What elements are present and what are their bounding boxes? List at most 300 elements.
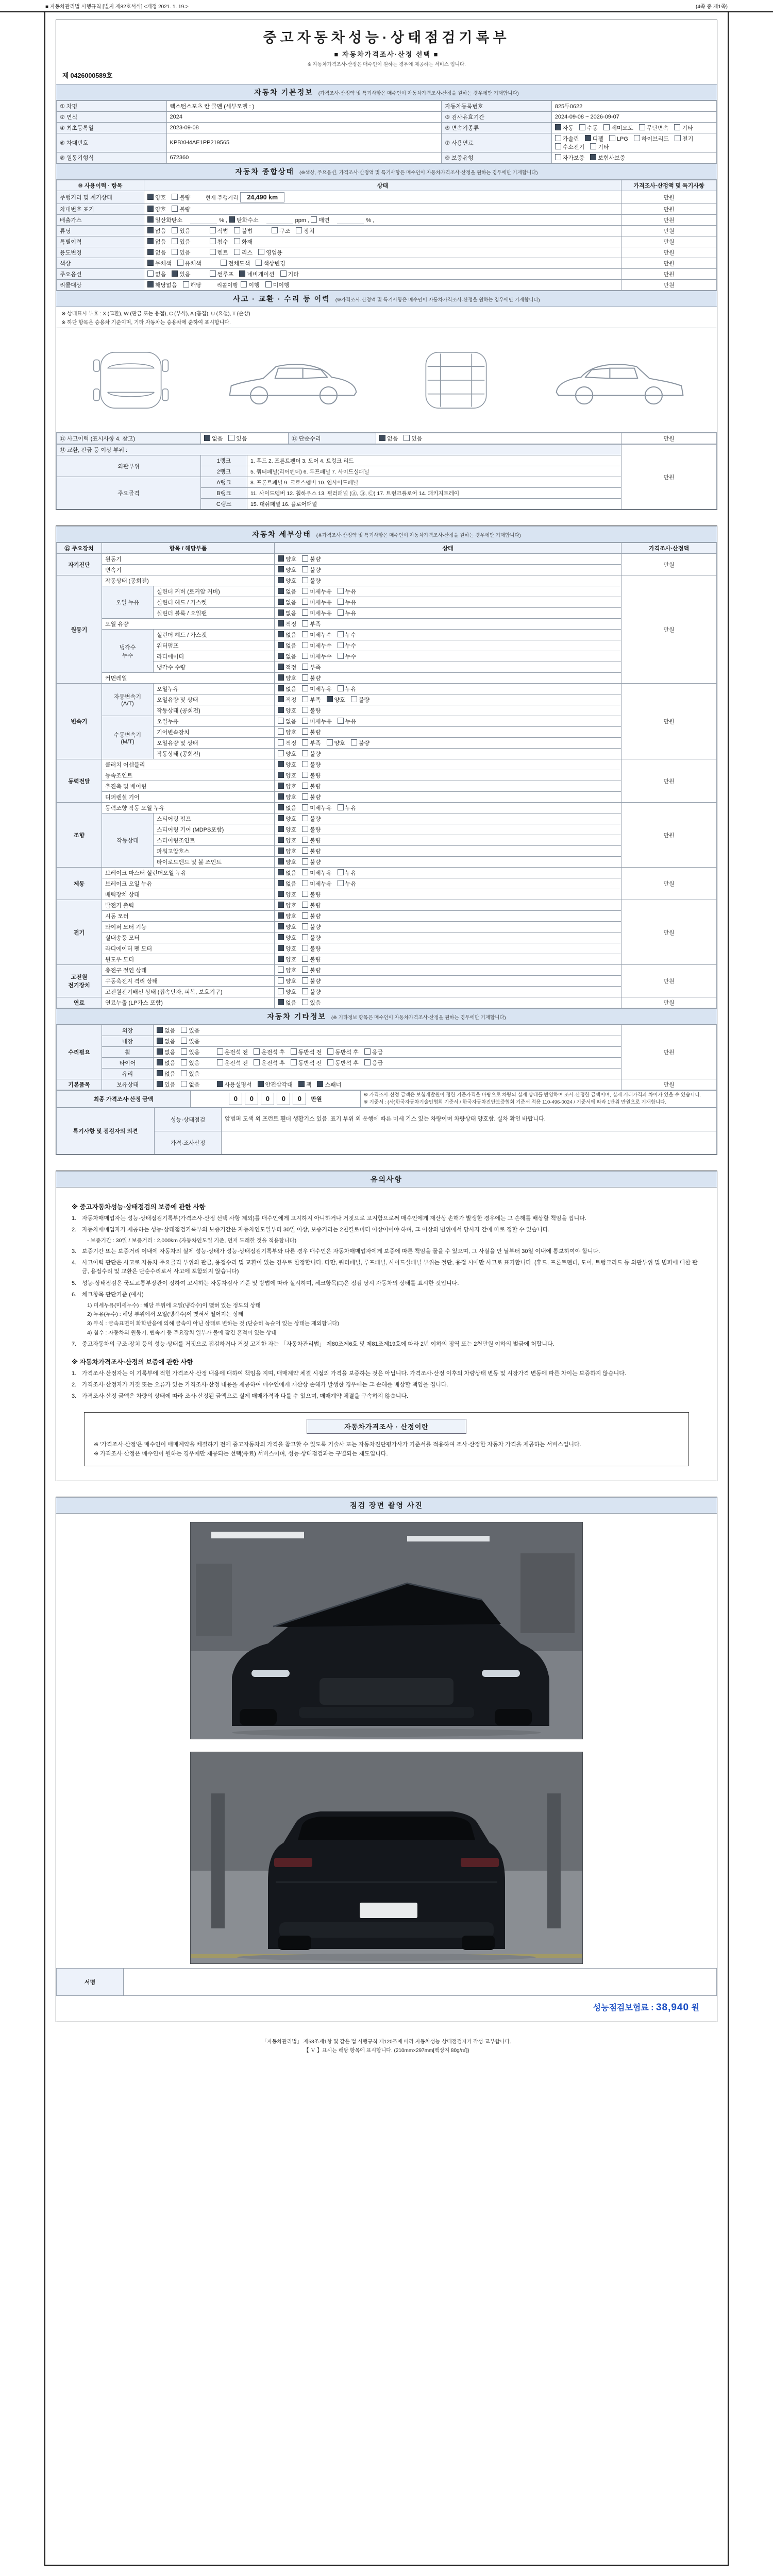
checkbox-checked[interactable] xyxy=(278,696,296,704)
checkbox-checked[interactable] xyxy=(278,706,296,715)
checkbox-label: 불량 xyxy=(310,762,321,768)
checkbox-checked[interactable] xyxy=(229,216,259,224)
checkbox-unchecked[interactable] xyxy=(302,739,321,747)
checkbox-unchecked[interactable] xyxy=(234,227,253,235)
checkbox-unchecked[interactable] xyxy=(338,804,356,812)
checkbox-unchecked[interactable] xyxy=(302,858,321,866)
checkbox-checked[interactable] xyxy=(157,1026,175,1035)
field-checks[interactable] xyxy=(275,759,621,770)
field-checks[interactable] xyxy=(275,803,621,814)
checkbox-label: 있음 xyxy=(189,1060,200,1066)
table-row xyxy=(57,608,717,619)
field-checks[interactable] xyxy=(144,258,621,269)
field-checks[interactable] xyxy=(275,943,621,954)
checkbox-checked[interactable] xyxy=(147,193,166,201)
checkbox-unchecked[interactable] xyxy=(221,259,250,267)
checkbox-checked[interactable] xyxy=(278,793,296,801)
checkbox-unchecked[interactable] xyxy=(351,696,369,704)
checkbox-unchecked[interactable] xyxy=(639,124,669,132)
notice-item-text: 사고이력 판단은 사고로 자동차 주요골격 부위의 판금, 용접수리 및 교환이 있는 경우로 한정합니다. 다만, 쿼터패널, 루프패널, 사이드실패널 부위는 절단, 용접 시에만 사고로 표기합니다. (후드, 프론트펜더, 도어, 트렁크리드 등 외판부위 및 범퍼에 대한 판금, 용접수리 및 교환은 단순수리로서 사고에 포함되지 않습니다) xyxy=(82,1260,698,1275)
checkbox-unchecked[interactable] xyxy=(302,923,321,931)
checkbox-icon xyxy=(278,674,284,681)
field-checks[interactable] xyxy=(275,662,621,673)
checkbox-unchecked[interactable] xyxy=(302,793,321,801)
checkbox-checked[interactable] xyxy=(278,652,296,660)
checkbox-unchecked[interactable] xyxy=(258,248,282,257)
checkbox-unchecked[interactable] xyxy=(181,1026,199,1035)
field-checks[interactable] xyxy=(201,433,289,444)
checkbox-unchecked[interactable] xyxy=(147,270,166,278)
checkbox-unchecked[interactable] xyxy=(210,270,234,278)
checkbox-icon xyxy=(302,923,308,929)
doc-no-prefix: 제 xyxy=(62,72,69,79)
checkbox-checked[interactable] xyxy=(278,879,296,888)
checkbox-label: 불량 xyxy=(310,556,321,563)
checkbox-label: 누유 xyxy=(345,805,357,811)
checkbox-unchecked[interactable] xyxy=(302,998,321,1007)
checkbox-label: 적법 xyxy=(217,228,228,234)
field-checks[interactable] xyxy=(275,673,621,684)
checkbox-unchecked[interactable] xyxy=(603,124,633,132)
checkbox-checked[interactable] xyxy=(147,248,166,257)
checkbox-checked[interactable] xyxy=(217,1080,252,1089)
checkbox-label: 양호 xyxy=(285,968,297,974)
checkbox-label: 미세누유 xyxy=(310,881,332,887)
rank-items: 11. 사이드멤버 12. 휠하우스 13. 필러패널 (Ⓐ, Ⓑ, Ⓒ) 17. 트렁크플로어 14. 패키지트레이 xyxy=(247,488,621,499)
checkbox-checked[interactable] xyxy=(278,771,296,779)
checkbox-checked[interactable] xyxy=(278,901,296,909)
checkbox-unchecked[interactable] xyxy=(338,631,356,639)
checkbox-icon xyxy=(327,1059,333,1065)
checkbox-checked[interactable] xyxy=(298,1080,312,1089)
field-checks[interactable] xyxy=(154,1047,621,1058)
price-digit: 0 xyxy=(229,1093,242,1105)
checkbox-checked[interactable] xyxy=(147,238,166,246)
table-row xyxy=(57,749,717,759)
checkbox-unchecked[interactable] xyxy=(302,825,321,834)
field-checks[interactable] xyxy=(275,889,621,900)
notice-item-number: 3. xyxy=(72,1393,77,1399)
checkbox-unchecked[interactable] xyxy=(404,434,422,443)
checkbox-unchecked[interactable] xyxy=(302,944,321,953)
checkbox-unchecked[interactable] xyxy=(338,587,356,596)
field-checks[interactable] xyxy=(551,133,716,152)
signature-field[interactable] xyxy=(124,1969,717,1996)
checkbox-checked[interactable] xyxy=(278,685,296,693)
checkbox-checked[interactable] xyxy=(278,825,296,834)
field-label: ⑭ 교환, 판금 등 이상 부위 : xyxy=(57,445,621,455)
checkbox-unchecked[interactable] xyxy=(579,124,598,132)
field-checks[interactable] xyxy=(275,705,621,716)
insurance-fee-value: 38,940 xyxy=(656,2002,690,2013)
checkbox-unchecked[interactable] xyxy=(302,977,321,985)
checkbox-label: 없음 xyxy=(155,250,166,256)
checkbox-unchecked[interactable] xyxy=(302,815,321,823)
checkbox-checked[interactable] xyxy=(157,1037,175,1045)
field-checks[interactable] xyxy=(376,433,621,444)
checkbox-unchecked[interactable] xyxy=(338,879,356,888)
column-header-state: 상태 xyxy=(144,180,621,191)
checkbox-unchecked[interactable] xyxy=(302,890,321,899)
checkbox-unchecked[interactable] xyxy=(254,1059,285,1067)
checkbox-unchecked[interactable] xyxy=(302,869,332,877)
checkbox-unchecked[interactable] xyxy=(278,966,296,974)
checkbox-checked[interactable] xyxy=(147,281,177,289)
checkbox-unchecked[interactable] xyxy=(302,566,321,574)
final-price-note xyxy=(361,1091,717,1108)
field-checks[interactable] xyxy=(144,280,621,291)
checkbox-unchecked[interactable] xyxy=(278,728,296,736)
field-checks[interactable] xyxy=(154,1025,621,1036)
field-checks[interactable] xyxy=(275,954,621,965)
checkbox-icon xyxy=(302,848,308,854)
checkbox-unchecked[interactable] xyxy=(302,782,321,790)
checkbox-unchecked[interactable] xyxy=(302,934,321,942)
checkbox-checked[interactable] xyxy=(278,804,296,812)
checkbox-checked[interactable] xyxy=(278,858,296,866)
checkbox-unchecked[interactable] xyxy=(210,238,228,246)
checkbox-unchecked[interactable] xyxy=(302,641,332,650)
field-checks[interactable] xyxy=(275,640,621,651)
checkbox-label: 썬루프 xyxy=(217,272,234,278)
checkbox-unchecked[interactable] xyxy=(338,717,356,725)
checkbox-unchecked[interactable] xyxy=(338,598,356,606)
legend-line-1: ※ 상태표시 부호 : X (교환), W (판금 또는 용접), C (부식), A (흠집), U (요철), T (손상) xyxy=(61,311,250,317)
checkbox-checked[interactable] xyxy=(585,134,603,143)
field-checks[interactable] xyxy=(275,900,621,911)
checkbox-checked[interactable] xyxy=(204,434,223,443)
checkbox-checked[interactable] xyxy=(157,1048,175,1056)
field-checks[interactable] xyxy=(275,727,621,738)
checkbox-unchecked[interactable] xyxy=(634,134,669,143)
checkbox-unchecked[interactable] xyxy=(302,598,332,606)
checkbox-unchecked[interactable] xyxy=(302,631,332,639)
field-checks[interactable] xyxy=(144,215,621,226)
checkbox-unchecked[interactable] xyxy=(234,238,253,246)
checkbox-unchecked[interactable] xyxy=(296,227,314,235)
checkbox-unchecked[interactable] xyxy=(241,281,259,289)
checkbox-unchecked[interactable] xyxy=(302,955,321,963)
checkbox-label: 잭 xyxy=(306,1082,312,1088)
field-checks[interactable] xyxy=(275,781,621,792)
field-checks[interactable] xyxy=(275,694,621,705)
checkbox-icon xyxy=(302,620,308,626)
checkbox-unchecked[interactable] xyxy=(302,771,321,779)
checkbox-unchecked[interactable] xyxy=(302,804,332,812)
checkbox-unchecked[interactable] xyxy=(302,966,321,974)
field-checks[interactable] xyxy=(275,565,621,575)
checkbox-unchecked[interactable] xyxy=(172,205,190,213)
emission-value-field[interactable] xyxy=(190,217,217,224)
checkbox-checked[interactable] xyxy=(278,663,296,671)
checkbox-unchecked[interactable] xyxy=(278,750,296,758)
field-label: 튜닝 xyxy=(57,226,144,236)
checkbox-unchecked[interactable] xyxy=(256,259,285,267)
checkbox-checked[interactable] xyxy=(157,1059,175,1067)
checkbox-unchecked[interactable] xyxy=(338,652,356,660)
field-checks[interactable] xyxy=(275,630,621,640)
checkbox-unchecked[interactable] xyxy=(172,238,190,246)
checkbox-label: 양호 xyxy=(285,751,297,757)
rank-label: C랭크 xyxy=(201,499,247,510)
checkbox-label: 세미오토 xyxy=(611,125,633,131)
checkbox-checked[interactable] xyxy=(147,216,182,224)
checkbox-unchecked[interactable] xyxy=(272,227,290,235)
checkbox-checked[interactable] xyxy=(278,998,296,1007)
checkbox-label: 전기 xyxy=(682,136,694,142)
checkbox-checked[interactable] xyxy=(258,1080,293,1089)
field-checks[interactable] xyxy=(275,575,621,586)
field-checks[interactable] xyxy=(275,835,621,846)
checkbox-unchecked[interactable] xyxy=(177,259,201,267)
checkbox-unchecked[interactable] xyxy=(302,988,321,996)
checkbox-checked[interactable] xyxy=(172,270,190,278)
checkbox-unchecked[interactable] xyxy=(338,869,356,877)
field-label: ⑦ 사용연료 xyxy=(442,133,552,152)
field-checks[interactable] xyxy=(275,554,621,565)
field-checks[interactable] xyxy=(144,204,621,215)
checkbox-checked[interactable] xyxy=(239,270,274,278)
checkbox-checked[interactable] xyxy=(278,944,296,953)
field-checks[interactable] xyxy=(275,911,621,922)
field-checks[interactable] xyxy=(275,997,621,1008)
checkbox-unchecked[interactable] xyxy=(278,988,296,996)
field-checks[interactable] xyxy=(275,749,621,759)
field-checks[interactable] xyxy=(275,651,621,662)
field-checks[interactable] xyxy=(144,247,621,258)
checkbox-checked[interactable] xyxy=(278,641,296,650)
checkbox-unchecked[interactable] xyxy=(302,706,321,715)
checkbox-unchecked[interactable] xyxy=(327,739,345,747)
checkbox-unchecked[interactable] xyxy=(302,847,321,855)
field-checks[interactable] xyxy=(551,123,716,133)
checkbox-unchecked[interactable] xyxy=(675,134,693,143)
checkbox-unchecked[interactable] xyxy=(302,652,332,660)
checkbox-unchecked[interactable] xyxy=(210,227,228,235)
item-label: 와이퍼 모터 기능 xyxy=(102,922,275,933)
checkbox-checked[interactable] xyxy=(278,555,296,563)
checkbox-unchecked[interactable] xyxy=(302,696,321,704)
checkbox-checked[interactable] xyxy=(278,782,296,790)
checkbox-unchecked[interactable] xyxy=(364,1059,383,1067)
checkbox-checked[interactable] xyxy=(278,955,296,963)
checkbox-unchecked[interactable] xyxy=(338,685,356,693)
checkbox-unchecked[interactable] xyxy=(302,901,321,909)
checkbox-unchecked[interactable] xyxy=(172,193,190,201)
field-checks[interactable] xyxy=(275,987,621,997)
checkbox-checked[interactable] xyxy=(147,259,172,267)
checkbox-checked[interactable] xyxy=(278,836,296,844)
inspector-opinion-section xyxy=(56,1108,717,1155)
checkbox-checked[interactable] xyxy=(379,434,398,443)
checkbox-checked[interactable] xyxy=(157,1070,175,1078)
checkbox-unchecked[interactable] xyxy=(302,912,321,920)
checkbox-unchecked[interactable] xyxy=(302,609,332,617)
checkbox-unchecked[interactable] xyxy=(278,717,296,725)
emission-value-field[interactable] xyxy=(337,217,364,224)
checkbox-unchecked[interactable] xyxy=(302,717,332,725)
checkbox-unchecked[interactable] xyxy=(181,1048,199,1056)
checkbox-label: 응급 xyxy=(372,1049,383,1056)
field-checks[interactable] xyxy=(275,933,621,943)
checkbox-checked[interactable] xyxy=(555,124,574,132)
field-checks[interactable] xyxy=(144,236,621,247)
field-checks[interactable] xyxy=(275,597,621,608)
checkbox-unchecked[interactable] xyxy=(291,1059,322,1067)
checkbox-label: 미세누유 xyxy=(310,589,332,595)
field-checks[interactable] xyxy=(275,792,621,803)
checkbox-icon xyxy=(609,135,615,141)
field-checks[interactable] xyxy=(275,922,621,933)
checkbox-unchecked[interactable] xyxy=(183,281,201,289)
checkbox-icon xyxy=(278,793,284,800)
checkbox-unchecked[interactable] xyxy=(302,750,321,758)
field-checks[interactable] xyxy=(144,269,621,280)
checkbox-unchecked[interactable] xyxy=(278,739,296,747)
checkbox-unchecked[interactable] xyxy=(302,728,321,736)
checkbox-checked[interactable] xyxy=(147,227,166,235)
checkbox-unchecked[interactable] xyxy=(338,609,356,617)
checkbox-checked[interactable] xyxy=(590,154,625,162)
item-label: 구동축전지 격리 상태 xyxy=(102,976,275,987)
field-checks[interactable] xyxy=(551,152,716,163)
emission-value-field[interactable] xyxy=(266,217,293,224)
definition-box-line: ※ 가격조사·산정은 매수인이 원하는 경우에만 제공되는 선택(유료) 서비스이며, 성능·상태점검과는 구별되는 제도입니다. xyxy=(94,1450,388,1457)
checkbox-checked[interactable] xyxy=(278,598,296,606)
field-checks[interactable] xyxy=(275,770,621,781)
sub-group-label: 냉각수 누수 xyxy=(102,630,154,673)
checkbox-unchecked[interactable] xyxy=(351,739,369,747)
checkbox-label: 적정 xyxy=(285,621,297,628)
field-checks[interactable] xyxy=(275,738,621,749)
field-checks[interactable] xyxy=(275,976,621,987)
field-checks[interactable] xyxy=(275,878,621,889)
field-checks[interactable] xyxy=(275,619,621,630)
field-checks[interactable] xyxy=(154,1069,621,1079)
checkbox-unchecked[interactable] xyxy=(234,248,253,257)
checkbox-unchecked[interactable] xyxy=(302,663,321,671)
checkbox-unchecked[interactable] xyxy=(609,135,628,142)
insurance-fee-unit: 원 xyxy=(691,2004,699,2013)
field-checks[interactable] xyxy=(275,965,621,976)
table-row xyxy=(57,191,717,204)
checkbox-checked[interactable] xyxy=(278,620,296,628)
checkbox-unchecked[interactable] xyxy=(338,641,356,650)
checkbox-unchecked[interactable] xyxy=(210,248,228,257)
field-checks[interactable] xyxy=(275,846,621,857)
checkbox-unchecked[interactable] xyxy=(302,555,321,563)
field-checks[interactable] xyxy=(275,586,621,597)
checkbox-checked[interactable] xyxy=(278,609,296,617)
checkbox-unchecked[interactable] xyxy=(254,1048,285,1056)
checkbox-icon xyxy=(278,642,284,648)
checkbox-checked[interactable] xyxy=(278,674,296,682)
checkbox-checked[interactable] xyxy=(157,1080,175,1089)
checkbox-checked[interactable] xyxy=(278,847,296,855)
checkbox-unchecked[interactable] xyxy=(181,1070,199,1078)
checkbox-checked[interactable] xyxy=(278,631,296,639)
checkbox-unchecked[interactable] xyxy=(674,124,693,132)
checkbox-unchecked[interactable] xyxy=(302,760,321,769)
field-checks[interactable] xyxy=(154,1058,621,1069)
checkbox-unchecked[interactable] xyxy=(302,674,321,682)
checkbox-unchecked[interactable] xyxy=(555,154,585,162)
field-checks[interactable] xyxy=(275,716,621,727)
field-checks[interactable] xyxy=(154,1079,621,1090)
checkbox-checked[interactable] xyxy=(327,696,345,704)
field-checks[interactable] xyxy=(275,814,621,824)
checkbox-unchecked[interactable] xyxy=(364,1048,383,1056)
field-checks[interactable] xyxy=(154,1036,621,1047)
checkbox-unchecked[interactable] xyxy=(172,227,190,235)
checkbox-unchecked[interactable] xyxy=(555,143,585,151)
checkbox-unchecked[interactable] xyxy=(327,1059,359,1067)
checkbox-checked[interactable] xyxy=(317,1080,341,1089)
field-checks[interactable] xyxy=(144,226,621,236)
checkbox-checked[interactable] xyxy=(278,566,296,574)
checkbox-icon xyxy=(338,609,344,616)
notice-heading: ※ 중고자동차성능·상태점검의 보증에 관한 사항 xyxy=(72,1203,206,1211)
checkbox-unchecked[interactable] xyxy=(181,1080,199,1089)
checkbox-unchecked[interactable] xyxy=(302,685,332,693)
opinion-text[interactable] xyxy=(222,1131,717,1154)
checkbox-checked[interactable] xyxy=(278,815,296,823)
checkbox-unchecked[interactable] xyxy=(278,977,296,985)
checkbox-checked[interactable] xyxy=(278,890,296,899)
field-checks[interactable] xyxy=(275,868,621,878)
checkbox-checked[interactable] xyxy=(278,577,296,585)
checkbox-unchecked[interactable] xyxy=(217,1048,248,1056)
checkbox-unchecked[interactable] xyxy=(181,1037,199,1045)
checkbox-unchecked[interactable] xyxy=(311,216,329,224)
checkbox-unchecked[interactable] xyxy=(302,879,332,888)
section-photos xyxy=(56,1497,717,2022)
checkbox-checked[interactable] xyxy=(278,923,296,931)
checkbox-icon xyxy=(302,815,308,821)
checkbox-checked[interactable] xyxy=(278,912,296,920)
checkbox-unchecked[interactable] xyxy=(590,143,609,151)
field-checks[interactable] xyxy=(275,824,621,835)
photos-body xyxy=(56,1497,717,1968)
checkbox-unchecked[interactable] xyxy=(555,134,579,143)
checkbox-unchecked[interactable] xyxy=(302,620,321,628)
checkbox-unchecked[interactable] xyxy=(302,587,332,596)
checkbox-unchecked[interactable] xyxy=(217,1059,248,1067)
checkbox-unchecked[interactable] xyxy=(181,1059,199,1067)
opinion-text[interactable]: 앞범퍼 도색 외 프런트 휀더 생활기스 있음. 표기 부위 외 운행에 따른 미세 기스 있는 차량이며 차량상태 양호함. 실차 확인 바랍니다. xyxy=(222,1108,717,1131)
checkbox-unchecked[interactable] xyxy=(302,577,321,585)
checkbox-checked[interactable] xyxy=(278,587,296,596)
field-checks[interactable] xyxy=(275,684,621,694)
checkbox-unchecked[interactable] xyxy=(280,270,299,278)
checkbox-checked[interactable] xyxy=(278,869,296,877)
field-checks[interactable] xyxy=(275,857,621,868)
checkbox-unchecked[interactable] xyxy=(172,248,190,257)
table-row xyxy=(57,997,717,1008)
checkbox-unchecked[interactable] xyxy=(302,836,321,844)
field-value: 825두0622 xyxy=(551,101,716,112)
checkbox-checked[interactable] xyxy=(278,934,296,942)
checkbox-unchecked[interactable] xyxy=(327,1048,359,1056)
table-row xyxy=(57,433,717,444)
checkbox-checked[interactable] xyxy=(278,760,296,769)
checkbox-unchecked[interactable] xyxy=(228,434,247,443)
field-checks[interactable] xyxy=(275,608,621,619)
checkbox-unchecked[interactable] xyxy=(265,281,290,289)
field-checks[interactable] xyxy=(144,191,621,204)
checkbox-checked[interactable] xyxy=(147,205,166,213)
checkbox-unchecked[interactable] xyxy=(291,1048,322,1056)
